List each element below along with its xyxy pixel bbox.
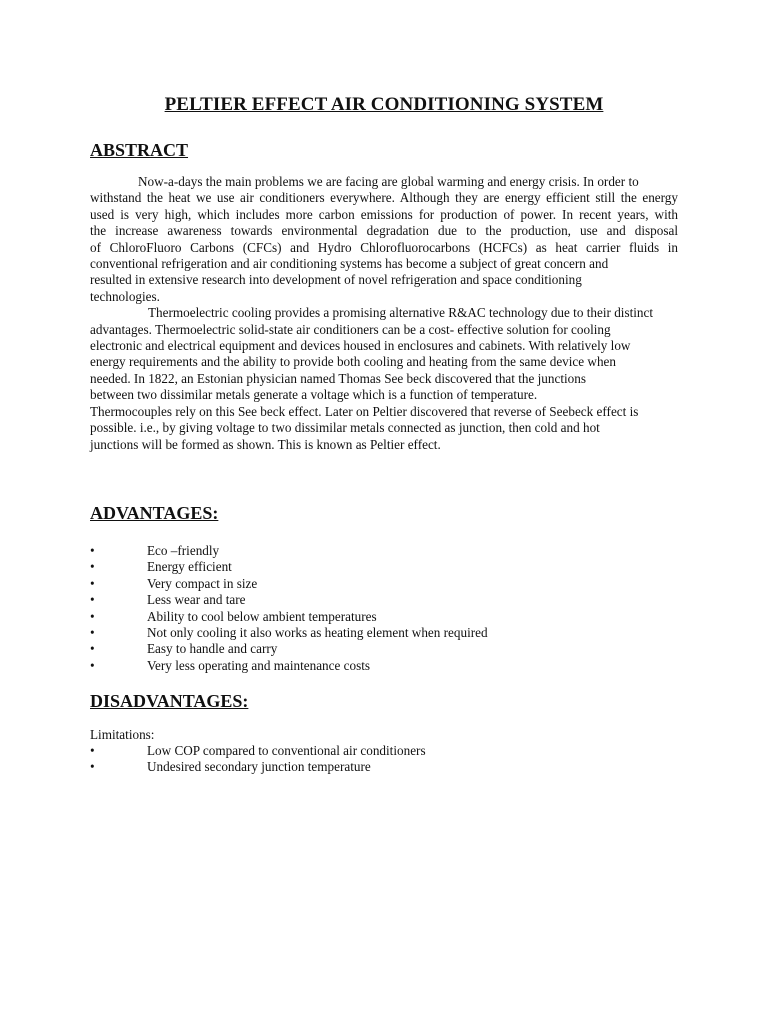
advantages-heading: ADVANTAGES: xyxy=(90,503,219,523)
advantage-text: Very less operating and maintenance costs xyxy=(147,657,371,673)
advantage-text: Energy efficient xyxy=(147,559,232,575)
limitations-label: Limitations: xyxy=(90,727,155,742)
bullet-icon: • xyxy=(90,543,95,558)
advantage-text: Very compact in size xyxy=(147,575,258,591)
abstract-line: electronic and electrical equipment and devices housed in enclosures and cabinets. With relatively low xyxy=(90,338,631,354)
abstract-line: advantages. Thermoelectric solid-state air conditioners can be a cost- effective solution for cooling xyxy=(90,321,611,337)
abstract-line: energy requirements and the ability to provide both cooling and heating from the same device when xyxy=(90,354,616,370)
abstract-heading: ABSTRACT xyxy=(90,140,189,160)
list-item xyxy=(90,743,690,759)
bullet-icon: • xyxy=(90,608,95,624)
list-item xyxy=(90,543,690,559)
abstract-line: used is very high, which includes more carbon emissions for production of power. In recent years, with xyxy=(90,206,678,222)
list-item xyxy=(90,759,690,775)
abstract-line: junctions will be formed as shown. This is known as Peltier effect. xyxy=(90,436,441,452)
abstract-line: withstand the heat we use air conditioners everywhere. Although they are energy efficient still the energy xyxy=(90,190,678,206)
bullet-icon: • xyxy=(90,625,95,641)
bullet-icon: • xyxy=(90,657,95,673)
list-item xyxy=(90,625,690,641)
abstract-line: resulted in extensive research into development of novel refrigeration and space conditioning xyxy=(90,272,582,288)
bullet-icon: • xyxy=(90,743,95,758)
abstract-line: technologies. xyxy=(90,288,160,304)
bullet-icon: • xyxy=(90,559,95,575)
abstract-line: needed. In 1822, an Estonian physician named Thomas See beck discovered that the junctions xyxy=(90,370,586,386)
list-item xyxy=(90,609,690,625)
list-item xyxy=(90,641,690,657)
list-item xyxy=(90,592,690,608)
abstract-line: of ChloroFluoro Carbons (CFCs) and Hydro Chlorofluorocarbons (HCFCs) as heat carrier fluids in xyxy=(90,239,678,255)
bullet-icon: • xyxy=(90,641,95,657)
advantage-text: Ability to cool below ambient temperatures xyxy=(147,608,377,624)
disadvantages-list xyxy=(90,743,690,776)
bullet-icon: • xyxy=(90,592,95,608)
abstract-line: Thermoelectric cooling provides a promising alternative R&AC technology due to their distinct xyxy=(148,305,654,321)
advantage-text: Easy to handle and carry xyxy=(147,641,278,657)
disadvantage-text: Low COP compared to conventional air conditioners xyxy=(147,743,426,758)
abstract-line: between two dissimilar metals generate a voltage which is a function of temperature. xyxy=(90,387,538,403)
advantage-text: Not only cooling it also works as heating element when required xyxy=(147,625,488,641)
abstract-line: the increase awareness towards environmental degradation due to the production, use and disposal xyxy=(90,223,678,239)
abstract-line: Now-a-days the main problems we are facing are global warming and energy crisis. In order to xyxy=(138,174,639,189)
abstract-line: Thermocouples rely on this See beck effect. Later on Peltier discovered that reverse of Seebeck effect is xyxy=(90,403,639,419)
advantages-list xyxy=(90,543,690,674)
bullet-icon: • xyxy=(90,759,95,775)
abstract-line: possible. i.e., by giving voltage to two dissimilar metals connected as junction, then cold and hot xyxy=(90,420,600,436)
list-item xyxy=(90,559,690,575)
document-title: PELTIER EFFECT AIR CONDITIONING SYSTEM xyxy=(164,94,604,115)
abstract-text xyxy=(90,174,678,453)
advantage-text: Eco –friendly xyxy=(147,543,220,558)
list-item xyxy=(90,576,690,592)
abstract-line: conventional refrigeration and air conditioning systems has become a subject of great concern and xyxy=(90,256,609,272)
advantage-text: Less wear and tare xyxy=(147,592,246,608)
bullet-icon: • xyxy=(90,575,95,591)
list-item xyxy=(90,658,690,674)
disadvantages-heading: DISADVANTAGES: xyxy=(90,691,249,711)
disadvantage-text: Undesired secondary junction temperature xyxy=(147,759,371,775)
